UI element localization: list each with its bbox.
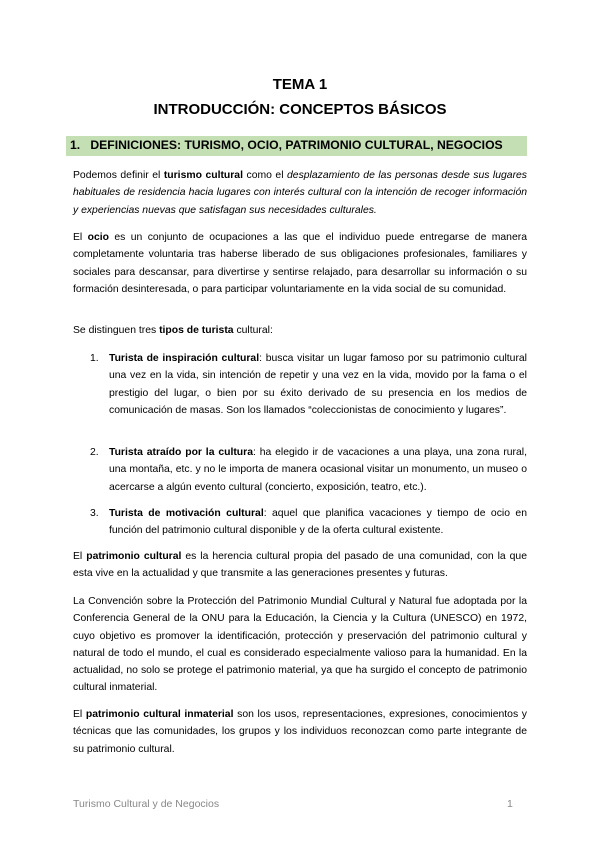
term-ocio: ocio (87, 232, 109, 243)
footer-course-title: Turismo Cultural y de Negocios (73, 798, 220, 810)
paragraph-patrimonio-inmaterial: El patrimonio cultural inmaterial son los usos, representaciones, expresiones, conocimientos y técnicas que las comunidades, los grupos y los individuos reconozcan como parte integrante de su patrimonio cultural. (73, 709, 527, 755)
list-number: 1. (90, 353, 99, 364)
section-title: DEFINICIONES: TURISMO, OCIO, PATRIMONIO CULTURAL, NEGOCIOS (90, 138, 503, 152)
definition-turismo-cultural: desplazamiento de las personas desde sus lugares habituales de residencia hacia lugares con interés cultural con la intención de recoger información y experiencias nuevas que satisfagan sus necesidades culturales. (73, 170, 528, 216)
term-turismo-cultural: turismo cultural (163, 170, 243, 181)
term-tipos-turista: tipos de turista (159, 325, 234, 336)
document-subtitle: INTRODUCCIÓN: CONCEPTOS BÁSICOS (153, 101, 447, 118)
footer-page-number: 1 (507, 798, 513, 810)
list-item: 3. Turista de motivación cultural: aquel que planifica vacaciones y tiempo de ocio en función del patrimonio cultural disponible y de la oferta cultural existente. (90, 505, 527, 540)
list-number: 2. (90, 447, 99, 458)
section-number: 1. (70, 138, 81, 152)
list-item: 2. Turista atraído por la cultura: ha elegido ir de vacaciones a una playa, una zona rural, una montaña, etc. y no le importa de manera ocasional visitar un monumento, un museo o acercarse a algún evento cultural (concierto, exposición, teatro, etc.). (90, 444, 527, 496)
term-patrimonio-inmaterial: patrimonio cultural inmaterial (85, 709, 234, 720)
list-number: 3. (90, 508, 99, 519)
section-heading (70, 138, 503, 152)
paragraph-ocio: El ocio es un conjunto de ocupaciones a las que el individuo puede entregarse de manera completamente voluntaria tras haberse liberado de sus obligaciones profesionales, familiares y sociales para descansar, para divertirse y sentirse relajado, para desarrollar su información o su formación desinteresada, o para participar voluntariamente en la vida social de su comunidad. (73, 232, 527, 295)
term-patrimonio-cultural: patrimonio cultural (86, 551, 182, 562)
list-term: Turista atraído por la cultura (109, 447, 253, 458)
paragraph-tipos-turista: Se distinguen tres tipos de turista cultural: (73, 325, 273, 336)
document-title: TEMA 1 (272, 76, 328, 93)
list-term: Turista de motivación cultural (109, 508, 264, 519)
paragraph-unesco: La Convención sobre la Protección del Patrimonio Mundial Cultural y Natural fue adoptada por la Conferencia General de la ONU para la Educación, la Ciencia y la Cultura (UNESCO) en 1972, cuyo objetivo es promover la identificación, protección y preservación del patrimonio cultural y natural de todo el mundo, el cual es considerado especialmente valioso para la humanidad. En la actualidad, no solo se protege el patrimonio material, ya que ha surgido el concepto de patrimonio cultural inmaterial. (73, 596, 527, 694)
paragraph-turismo-cultural: Podemos definir el turismo cultural como el desplazamiento de las personas desde sus lugares habituales de residencia hacia lugares con interés cultural con la intención de recoger información y experiencias nuevas que satisfagan sus necesidades culturales. (73, 170, 528, 216)
list-term: Turista de inspiración cultural (109, 353, 260, 364)
paragraph-patrimonio-cultural: El patrimonio cultural es la herencia cultural propia del pasado de una comunidad, con la que esta vive en la actualidad y que transmite a las generaciones presentes y futuras. (73, 551, 527, 580)
list-item: 1. Turista de inspiración cultural: busca visitar un lugar famoso por su patrimonio cultural una vez en la vida, sin intención de repetir y una vez en la vida, movido por la fama o el prestigio del lugar, o bien por su éxito derivado de su presencia en los medios de comunicación de masas. Son los llamados “coleccionistas de conocimiento y lugares”. (90, 350, 527, 419)
